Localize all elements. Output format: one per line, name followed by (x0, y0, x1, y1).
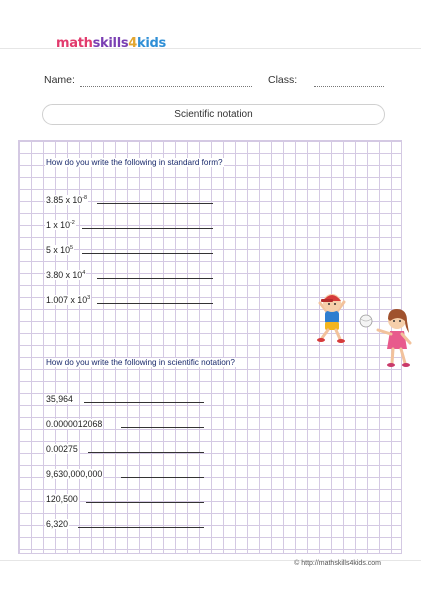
sci-notation-item-5: 120,500 (46, 494, 78, 504)
boy-figure (317, 294, 345, 343)
answer-line[interactable] (97, 278, 213, 279)
sci-notation-item-2: 0.0000012068 (46, 419, 103, 429)
answer-line[interactable] (121, 477, 204, 478)
brand-logo: mathskills4kids (56, 36, 166, 51)
answer-line[interactable] (86, 502, 204, 503)
sci-notation-item-4: 9,630,000,000 (46, 469, 103, 479)
standard-form-item-4: 3.80 x $10^4$ (46, 270, 86, 280)
sci-notation-item-3: 0.00275 (46, 444, 78, 454)
standard-form-item-1: 3.85 x $10^{-8}$ (46, 195, 88, 205)
girl-figure (378, 309, 410, 367)
worksheet-title: Scientific notation (42, 104, 385, 125)
class-label: Class: (268, 74, 298, 86)
section2-question: How do you write the following in scientific notation? (46, 358, 235, 367)
answer-line[interactable] (88, 452, 204, 453)
answer-line[interactable] (121, 427, 204, 428)
answer-line[interactable] (82, 253, 213, 254)
standard-form-item-5: 1.007 x $10^3$ (46, 295, 91, 305)
name-field[interactable] (80, 76, 252, 87)
class-field[interactable] (314, 76, 384, 87)
standard-form-item-2: 1 x $10^{-2}$ (46, 220, 75, 230)
kids-playing-volleyball-illustration (306, 283, 418, 373)
answer-line[interactable] (97, 303, 213, 304)
name-label: Name: (44, 74, 75, 86)
section1-question: How do you write the following in standard form? (46, 158, 223, 167)
answer-line[interactable] (97, 203, 213, 204)
sci-notation-item-1: 35,964 (46, 394, 73, 404)
sci-notation-item-6: 6,320 (46, 519, 69, 529)
footer-credit: © http://mathskills4kids.com (294, 560, 381, 567)
answer-line[interactable] (82, 228, 213, 229)
answer-line[interactable] (78, 527, 204, 528)
answer-line[interactable] (84, 402, 204, 403)
standard-form-item-3: 5 x $10^5$ (46, 245, 74, 255)
